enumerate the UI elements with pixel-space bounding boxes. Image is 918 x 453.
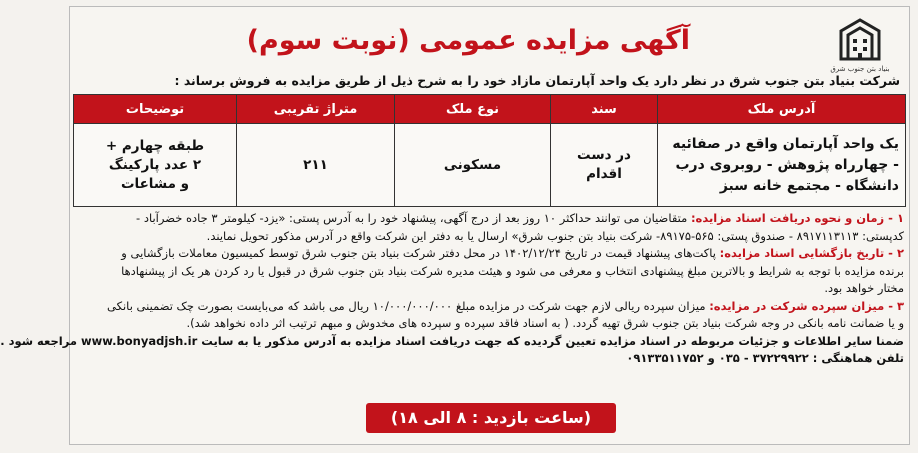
section-1-line — [78, 210, 904, 228]
section-2-line — [78, 245, 904, 263]
intro-text: شرکت بنیاد بتن جنوب شرق در نظر دارد یک واحد آپارتمان مازاد خود را به شرح ذیل از طریق مزایده به فروش برساند : — [174, 73, 900, 88]
address-line: دانشگاه - مجتمع خانه سبز — [719, 177, 899, 194]
description-line: و مشاعات — [120, 175, 190, 192]
col-header-description: توضیحات — [74, 95, 237, 124]
section-2-line: مختار خواهد بود. — [824, 281, 904, 295]
description-line: طبقه چهارم + — [105, 137, 205, 154]
section-1-heading: ۱ - زمان و نحوه دریافت اسناد مزایده: — [690, 211, 904, 225]
cell-address — [658, 124, 906, 207]
col-header-area: متراژ تقریبی — [237, 95, 395, 124]
table-row — [74, 124, 906, 207]
address-line: - چهارراه پژوهش - روبروی درب — [675, 156, 899, 173]
col-header-document: سند — [551, 95, 658, 124]
section-2-text: پاکت‌های پیشنهاد قیمت در تاریخ ۱۴۰۲/۱۲/۲۴ در محل دفتر شرکت بنیاد بتن جنوب شرق توسط کمیسیون معاملات بازگشایی و — [121, 246, 716, 260]
address-line: یک واحد آپارتمان واقع در صفائیه — [672, 135, 899, 152]
website-line: ضمنا سایر اطلاعات و جزئیات مربوطه در اسناد مزایده تعیین گردیده که جهت دریافت اسناد مزایده به آدرس مذکور یا به سایت www.bonyadjsh.ir مراجعه شود . — [0, 333, 904, 348]
cell-description — [74, 124, 237, 207]
visit-hours-banner: (ساعت بازدید : ۸ الی ۱۸) — [366, 403, 616, 433]
section-3-text: میزان سپرده ریالی لازم جهت شرکت در مزایده مبلغ ۱۰/۰۰۰/۰۰۰/۰۰۰ ریال می باشد که می‌بایست بصورت چک تضمینی بانکی — [107, 298, 706, 313]
col-header-type: نوع ملک — [395, 95, 551, 124]
phone-line: تلفن هماهنگی : ۳۷۲۲۹۹۲۲ - ۰۳۵ و ۰۹۱۳۳۵۱۱۷۵۲ — [626, 351, 904, 365]
section-2-heading: ۲ - تاریخ بازگشایی اسناد مزایده: — [719, 246, 904, 260]
terms-body — [0, 210, 904, 368]
section-1-line: کدپستی: ۸۹۱۷۱۱۳۱۱۳ - صندوق پستی: ۵۶۵-۸۹۱۷۵- شرکت بنیاد بتن جنوب شرق» ارسال یا به دفتر این شرکت واقع در آدرس مذکور تحویل نمایند. — [206, 228, 904, 243]
section-3-heading: ۳ - میزان سپرده شرکت در مزایده: — [709, 298, 904, 313]
table-header-row — [74, 95, 906, 124]
col-header-address: آدرس ملک — [658, 95, 906, 124]
document-line: اقدام — [586, 166, 622, 182]
logo-caption: بنیاد بتن جنوب شرق — [830, 65, 890, 73]
cell-area: ۲۱۱ — [237, 124, 395, 207]
property-table — [73, 94, 906, 207]
document-line: در دست — [577, 147, 631, 163]
section-2-line: برنده مزایده با توجه به شرایط و بالاترین مبلغ پیشنهادی انتخاب و معرفی می شود و هیئت مدیره شرکت بنیاد بتن جنوب شرق در قبول یا رد کردن هر یک از پیشنهادها — [121, 263, 904, 278]
logo-icon — [837, 17, 883, 63]
section-3-line — [78, 298, 904, 316]
description-line: ۲ عدد پارکینگ — [108, 156, 202, 173]
page-title: آگهی مزایده عمومی (نوبت سوم) — [246, 25, 690, 56]
section-3-line: و یا ضمانت نامه بانکی در وجه شرکت بنیاد بتن جنوب شرق تهیه گردد. ( به اسناد فاقد سپرده و سپرده های مخدوش و مبهم ترتیب اثر داده نخواهد شد). — [186, 316, 904, 330]
cell-type: مسکونی — [395, 124, 551, 207]
section-1-text: متقاضیان می توانند حداکثر ۱۰ روز بعد از درج آگهی، پیشنهاد خود را به آدرس پستی: «یزد- کیلومتر ۳ جاده خضرآباد - — [136, 211, 688, 225]
company-logo — [825, 17, 895, 79]
cell-document — [551, 124, 658, 207]
